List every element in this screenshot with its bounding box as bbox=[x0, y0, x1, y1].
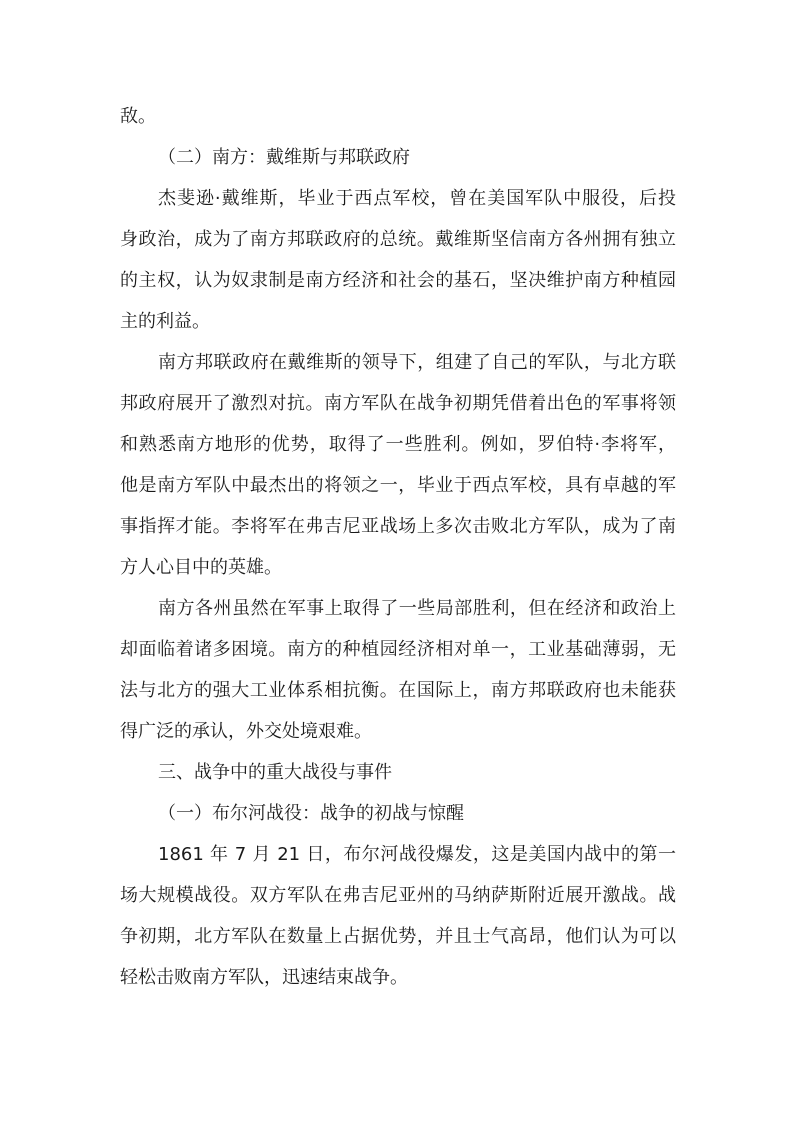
paragraph-line: 邦政府展开了激烈对抗。南方军队在战争初期凭借着出色的军事将领 bbox=[120, 393, 676, 414]
paragraph-line: 方人心目中的英雄。 bbox=[120, 557, 282, 578]
paragraph-line: 杰斐逊·戴维斯，毕业于西点军校，曾在美国军队中服役，后投 bbox=[158, 188, 676, 209]
paragraph-line: 法与北方的强大工业体系相抗衡。在国际上，南方邦联政府也未能获 bbox=[120, 680, 676, 701]
paragraph-line: 和熟悉南方地形的优势，取得了一些胜利。例如，罗伯特·李将军， bbox=[120, 434, 676, 455]
paragraph-line: 南方各州虽然在军事上取得了一些局部胜利，但在经济和政治上 bbox=[158, 598, 676, 619]
document-body bbox=[120, 96, 676, 998]
paragraph-line: 主的利益。 bbox=[120, 311, 210, 332]
paragraph-line: 他是南方军队中最杰出的将领之一，毕业于西点军校，具有卓越的军 bbox=[120, 475, 676, 496]
paragraph-line: 敌。 bbox=[120, 106, 156, 127]
paragraph-line: 南方邦联政府在戴维斯的领导下，组建了自己的军队，与北方联 bbox=[158, 352, 676, 373]
section-heading-south: （二）南方：戴维斯与邦联政府 bbox=[158, 147, 410, 168]
section-heading-battles: 三、战争中的重大战役与事件 bbox=[158, 762, 392, 783]
paragraph-line: 事指挥才能。李将军在弗吉尼亚战场上多次击败北方军队，成为了南 bbox=[120, 516, 676, 537]
paragraph-line: 1861 年 7 月 21 日，布尔河战役爆发，这是美国内战中的第一 bbox=[158, 844, 676, 865]
section-heading-bull-run: （一）布尔河战役：战争的初战与惊醒 bbox=[158, 803, 464, 824]
paragraph-line: 得广泛的承认，外交处境艰难。 bbox=[120, 721, 372, 742]
paragraph-line: 却面临着诸多困境。南方的种植园经济相对单一，工业基础薄弱，无 bbox=[120, 639, 676, 660]
paragraph-line: 场大规模战役。双方军队在弗吉尼亚州的马纳萨斯附近展开激战。战 bbox=[120, 885, 676, 906]
paragraph-line: 轻松击败南方军队，迅速结束战争。 bbox=[120, 967, 408, 988]
paragraph-line: 争初期，北方军队在数量上占据优势，并且士气高昂，他们认为可以 bbox=[120, 926, 676, 947]
paragraph-line: 的主权，认为奴隶制是南方经济和社会的基石，坚决维护南方种植园 bbox=[120, 270, 676, 291]
paragraph-line: 身政治，成为了南方邦联政府的总统。戴维斯坚信南方各州拥有独立 bbox=[120, 229, 676, 250]
